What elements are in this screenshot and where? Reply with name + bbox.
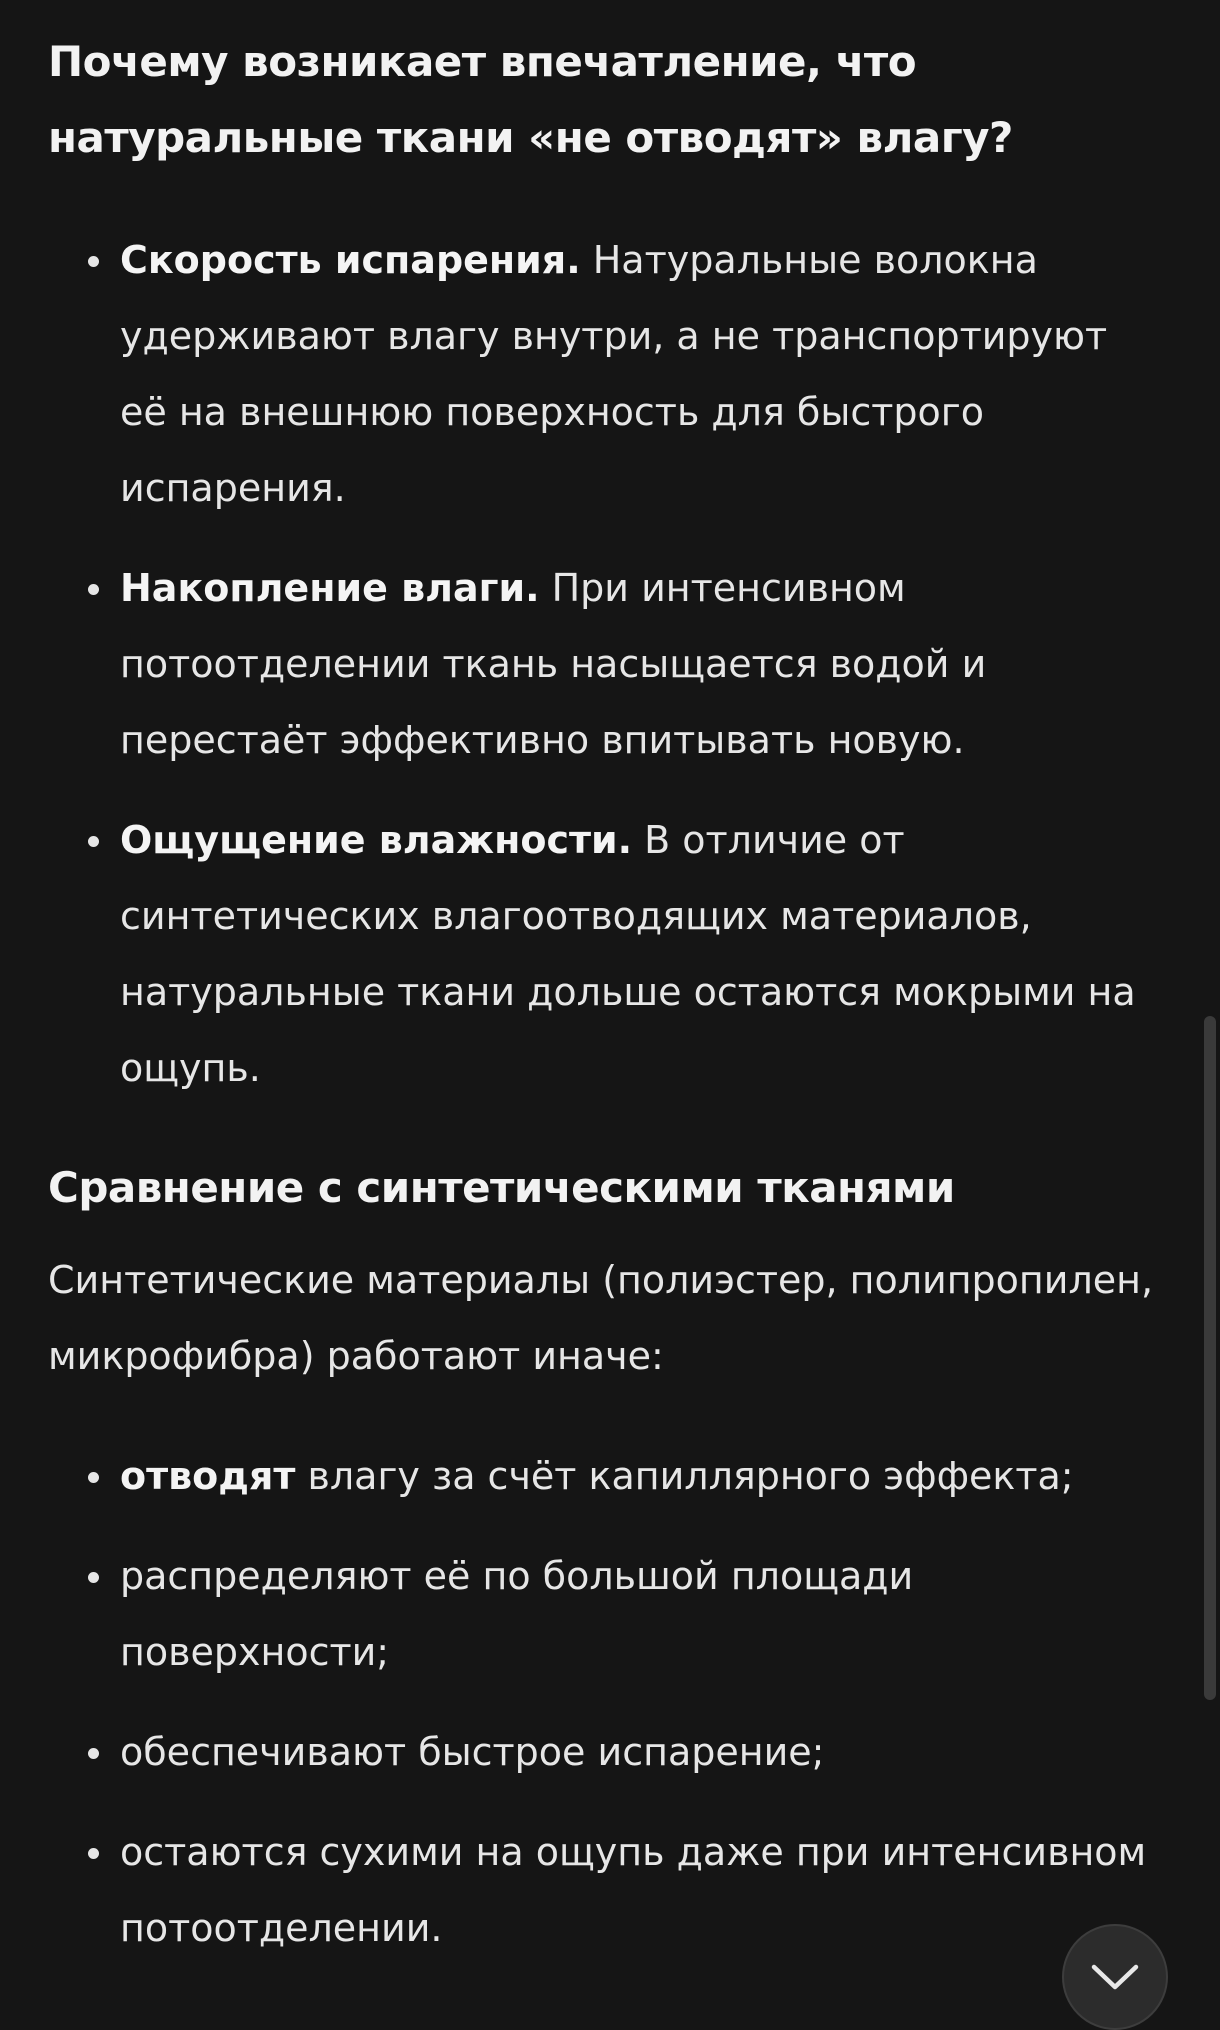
chevron-down-icon (1090, 1962, 1140, 1992)
list-item-text: При интенсивном потоотделении ткань насыщается водой и перестаёт эффективно впитывать новую. (120, 566, 987, 762)
list-item-term: отводят (120, 1454, 296, 1498)
scrollbar-thumb[interactable] (1204, 1016, 1216, 1700)
list-item-text: влагу за счёт капиллярного эффекта; (295, 1454, 1074, 1498)
natural-fabrics-list (48, 222, 1158, 1106)
list-item-text: Натуральные волокна удерживают влагу внутри, а не транспортируют её на внешнюю поверхность для быстрого испарения. (120, 238, 1108, 510)
section-heading-natural-fabrics: Почему возникает впечатление, что натуральные ткани «не отводят» влагу? (48, 37, 1013, 162)
list-item (48, 1438, 1158, 1514)
synthetic-fabrics-list (48, 1438, 1158, 1966)
list-item-term: Накопление влаги. (120, 566, 540, 610)
list-item (48, 550, 1158, 778)
list-item-text: остаются сухими на ощупь даже при интенсивном потоотделении. (120, 1830, 1147, 1950)
list-item (48, 802, 1158, 1106)
list-item (48, 1538, 1158, 1690)
list-item (48, 222, 1158, 526)
scroll-down-button[interactable] (1062, 1924, 1168, 2030)
list-item-text: В отличие от синтетических влагоотводящих материалов, натуральные ткани дольше остаются мокрыми на ощупь. (120, 818, 1136, 1090)
list-item-term: Ощущение влажности. (120, 818, 633, 862)
article-content (48, 0, 1158, 1966)
list-item (48, 1814, 1158, 1966)
list-item (48, 1714, 1158, 1790)
section-heading-synthetic-comparison: Сравнение с синтетическими тканями (48, 1163, 955, 1212)
list-item-text: обеспечивают быстрое испарение; (120, 1730, 825, 1774)
list-item-term: Скорость испарения. (120, 238, 581, 282)
list-item-text: распределяют её по большой площади поверхности; (120, 1554, 914, 1674)
section-intro-paragraph: Синтетические материалы (полиэстер, полипропилен, микрофибра) работают иначе: (48, 1258, 1154, 1378)
